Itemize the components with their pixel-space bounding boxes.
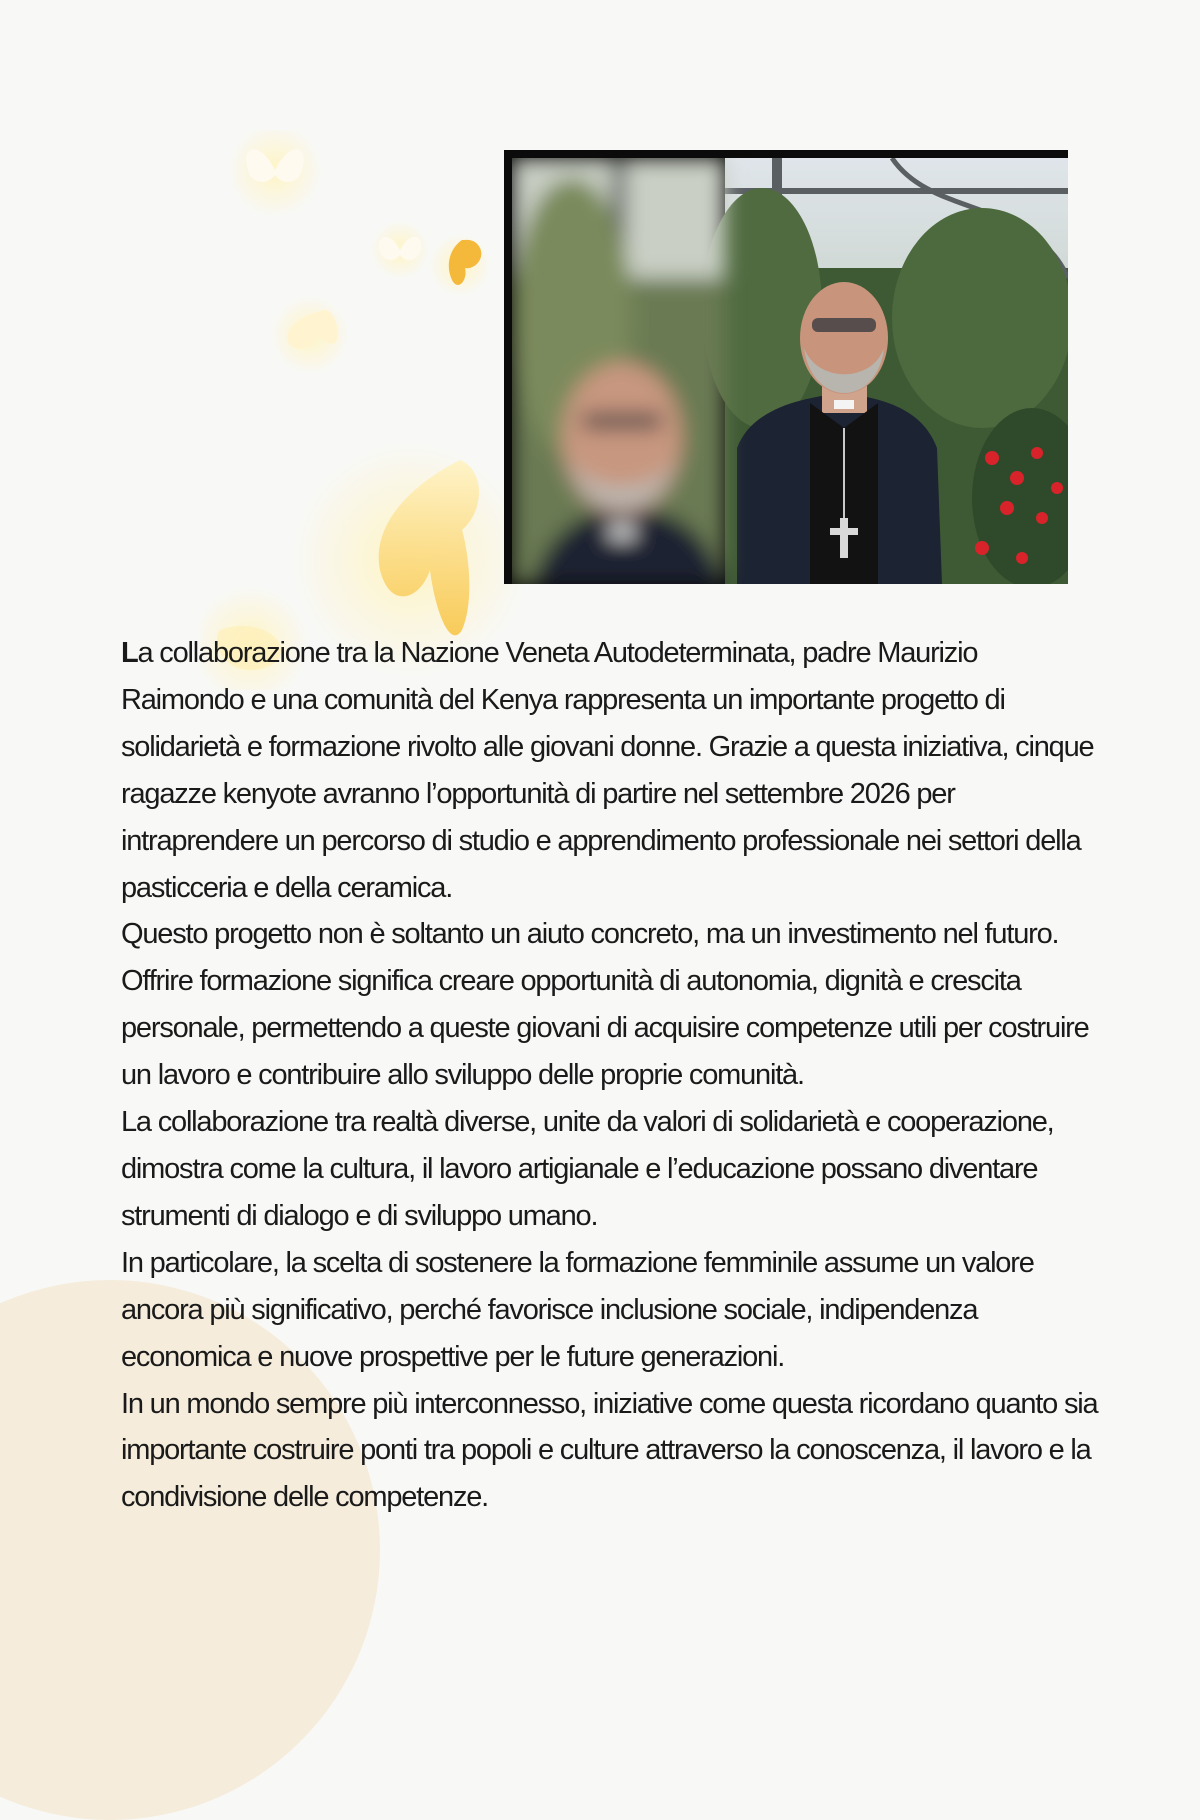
paragraph: La collaborazione tra realtà diverse, unite da valori di solidarietà e cooperazione, dimostra come la cultura, il lavoro artigianale e l’educazione possano diventare strumenti di dialogo e di sviluppo umano. <box>121 1106 1054 1232</box>
butterfly-icon <box>428 233 492 297</box>
photo-frame <box>504 150 1068 584</box>
butterfly-icon <box>370 220 430 280</box>
paragraph: In particolare, la scelta di sostenere la formazione femminile assume un valore ancora più significativo, perché favorisce inclusione sociale, indipendenza economica e nuove prospettive per le future generazioni. <box>121 1246 1034 1373</box>
priest-photo <box>512 158 1068 584</box>
paragraph: In un mondo sempre più interconnesso, iniziative come questa ricordano quanto sia importante costruire ponti tra popoli e culture attraverso la conoscenza, il lavoro e la condivisione delle competenze. <box>121 1387 1098 1514</box>
paragraph <box>121 630 1101 911</box>
butterflies-decoration <box>200 130 520 690</box>
dropcap: L <box>121 637 138 669</box>
photo-right <box>702 158 1068 584</box>
butterfly-icon <box>227 130 323 218</box>
article-body <box>121 630 1101 1521</box>
paragraph-text: a collaborazione tra la Nazione Veneta Autodeterminata, padre Maurizio Raimondo e una comunità del Kenya rappresenta un importante progetto di solidarietà e formazione rivolto alle giovani donne. Grazie a questa iniziativa, cinque ragazze kenyote avranno l’opportunità di partire nel settembre 2026 per intraprendere un percorso di studio e apprendimento professionale nei settori della pasticceria e della ceramica. <box>121 637 1094 904</box>
paragraph: Questo progetto non è soltanto un aiuto concreto, ma un investimento nel futuro. Offrire formazione significa creare opportunità di autonomia, dignità e crescita personale, permettendo a queste giovani di acquisire competenze utili per costruire un lavoro e contribuire allo sviluppo delle proprie comunità. <box>121 918 1089 1092</box>
butterfly-icon <box>270 295 350 375</box>
photo-left-blurred <box>512 158 725 584</box>
